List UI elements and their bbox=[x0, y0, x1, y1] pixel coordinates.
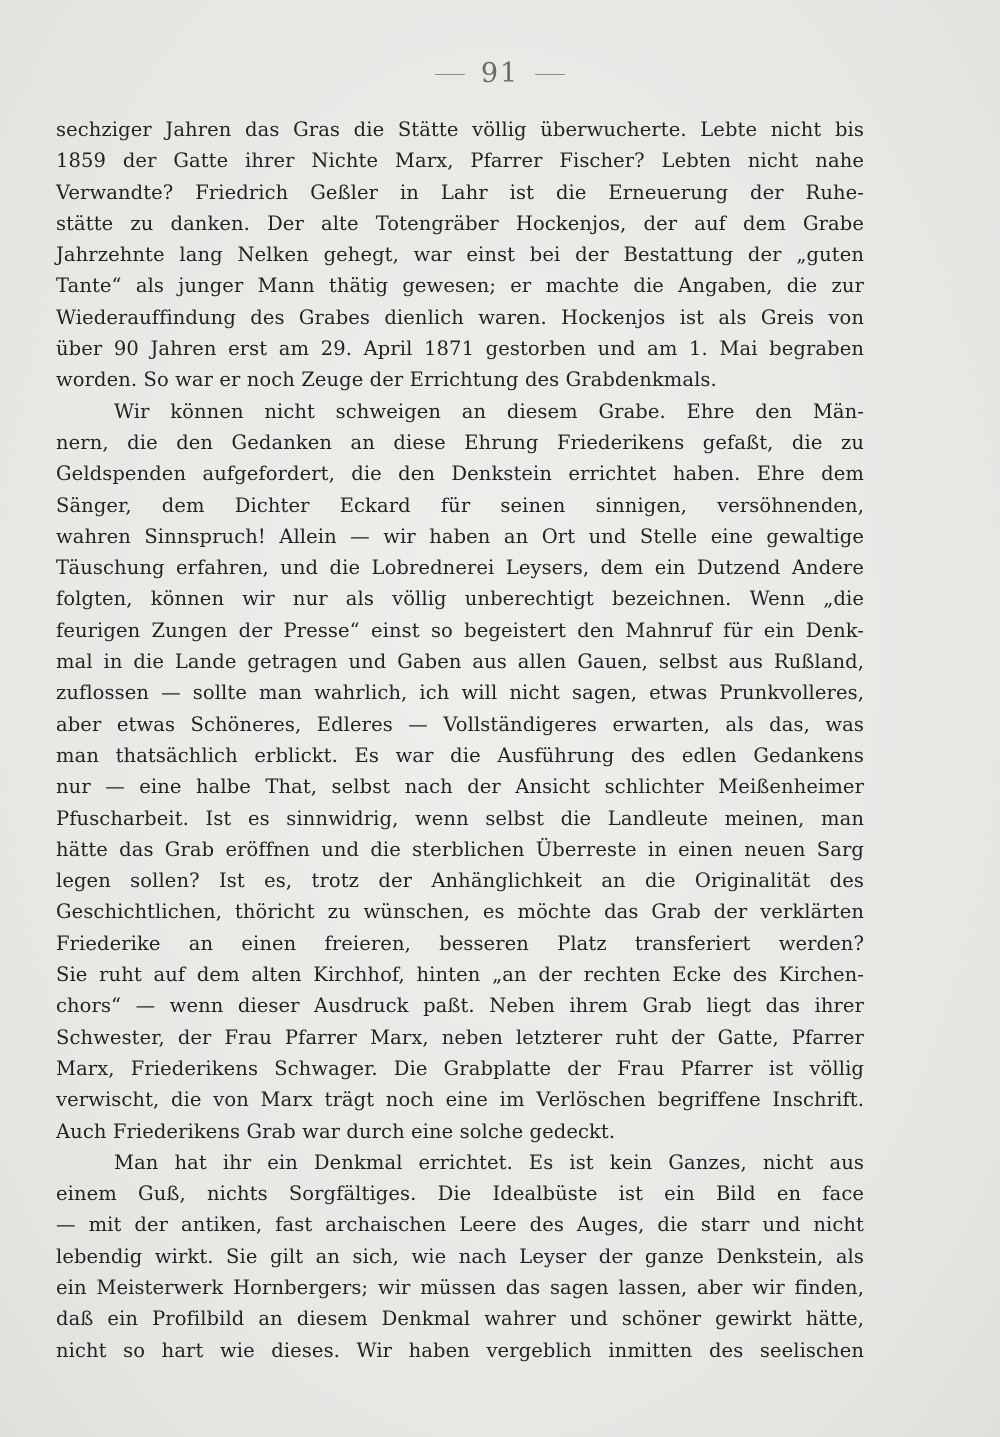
text-line: chors“ — wenn dieser Ausdruck paßt. Neben ihrem Grab liegt das ihrer bbox=[56, 994, 864, 1018]
text-line: worden. So war er noch Zeuge der Errichtung des Grabdenkmals. bbox=[56, 368, 717, 392]
text-line: Marx, Friederikens Schwager. Die Grabplatte der Frau Pfarrer ist völlig bbox=[56, 1056, 864, 1080]
text-line: ein Meisterwerk Hornbergers; wir müssen das sagen lassen, aber wir finden, bbox=[56, 1275, 864, 1299]
text-line: Pfuscharbeit. Ist es sinnwidrig, wenn selbst die Landleute meinen, man bbox=[56, 806, 864, 830]
text-line: feurigen Zungen der Presse“ einst so begeistert den Mahnruf für ein Denk- bbox=[56, 618, 864, 642]
text-line: folgten, können wir nur als völlig unberechtigt bezeichnen. Wenn „die bbox=[56, 587, 864, 611]
text-line: Schwester, der Frau Pfarrer Marx, neben letzterer ruht der Gatte, Pfarrer bbox=[56, 1025, 864, 1049]
text-line: man thatsächlich erblickt. Es war die Ausführung des edlen Gedankens bbox=[56, 743, 864, 767]
text-line: Geldspenden aufgefordert, die den Denkstein errichtet haben. Ehre dem bbox=[56, 462, 864, 486]
text-line: — mit der antiken, fast archaischen Leere des Auges, die starr und nicht bbox=[56, 1213, 864, 1237]
text-line: Geschichtlichen, thöricht zu wünschen, es möchte das Grab der verklärten bbox=[56, 900, 864, 924]
text-line: zuflossen — sollte man wahrlich, ich will nicht sagen, etwas Prunkvolleres, bbox=[56, 681, 864, 705]
right-dash bbox=[535, 74, 565, 75]
text-line: hätte das Grab eröffnen und die sterblichen Überreste in einen neuen Sarg bbox=[56, 837, 864, 861]
text-line: stätte zu danken. Der alte Totengräber Hockenjos, der auf dem Grabe bbox=[56, 211, 864, 235]
text-line: einem Guß, nichts Sorgfältiges. Die Idealbüste ist ein Bild en face bbox=[56, 1182, 864, 1206]
text-line: Wir können nicht schweigen an diesem Grabe. Ehre den Män- bbox=[114, 399, 864, 423]
text-line: Jahrzehnte lang Nelken gehegt, war einst bei der Bestattung der „guten bbox=[56, 243, 864, 267]
text-line: nern, die den Gedanken an diese Ehrung Friederikens gefaßt, die zu bbox=[56, 430, 864, 454]
text-line: Auch Friederikens Grab war durch eine solche gedeckt. bbox=[56, 1119, 616, 1143]
text-line: legen sollen? Ist es, trotz der Anhänglichkeit an die Originalität des bbox=[56, 869, 864, 893]
text-line: Verwandte? Friedrich Geßler in Lahr ist die Erneuerung der Ruhe- bbox=[56, 180, 864, 204]
text-line: verwischt, die von Marx trägt noch eine im Verlöschen begriffene Inschrift. bbox=[56, 1088, 864, 1112]
text-line: über 90 Jahren erst am 29. April 1871 gestorben und am 1. Mai begraben bbox=[56, 337, 864, 361]
text-line: sechziger Jahren das Gras die Stätte völlig überwucherte. Lebte nicht bis bbox=[56, 118, 864, 141]
text-line: lebendig wirkt. Sie gilt an sich, wie nach Leyser der ganze Denkstein, als bbox=[56, 1244, 864, 1268]
text-line: nur — eine halbe That, selbst nach der Ansicht schlichter Meißenheimer bbox=[56, 775, 864, 799]
text-line: 1859 der Gatte ihrer Nichte Marx, Pfarrer Fischer? Lebten nicht nahe bbox=[56, 149, 864, 173]
text-line: aber etwas Schöneres, Edleres — Vollständigeres erwarten, als das, was bbox=[56, 712, 864, 736]
text-line: daß ein Profilbild an diesem Denkmal wahrer und schöner gewirkt hätte, bbox=[56, 1307, 864, 1331]
text-line: Sie ruht auf dem alten Kirchhof, hinten „an der rechten Ecke des Kirchen- bbox=[56, 963, 864, 987]
text-line: wahren Sinnspruch! Allein — wir haben an Ort und Stelle eine gewaltige bbox=[56, 524, 864, 548]
text-line: nicht so hart wie dieses. Wir haben vergeblich inmitten des seelischen bbox=[56, 1338, 864, 1362]
text-line: Wiederauffindung des Grabes dienlich waren. Hockenjos ist als Greis von bbox=[56, 305, 864, 329]
page-number bbox=[0, 58, 1000, 89]
text-line: Friederike an einen freieren, besseren Platz transferiert werden? bbox=[56, 931, 864, 955]
text-line: Täuschung erfahren, und die Lobrednerei Leysers, dem ein Dutzend Andere bbox=[56, 556, 864, 580]
text-line: Sänger, dem Dichter Eckard für seinen sinnigen, versöhnenden, bbox=[56, 493, 864, 517]
text-line: Tante“ als junger Mann thätig gewesen; er machte die Angaben, die zur bbox=[56, 274, 864, 298]
page-number-text: 91 bbox=[480, 58, 520, 89]
left-dash bbox=[435, 74, 465, 75]
text-line: mal in die Lande getragen und Gaben aus allen Gauen, selbst aus Rußland, bbox=[56, 650, 864, 674]
text-line: Man hat ihr ein Denkmal errichtet. Es ist kein Ganzes, nicht aus bbox=[114, 1150, 864, 1174]
body-text bbox=[56, 114, 864, 1366]
